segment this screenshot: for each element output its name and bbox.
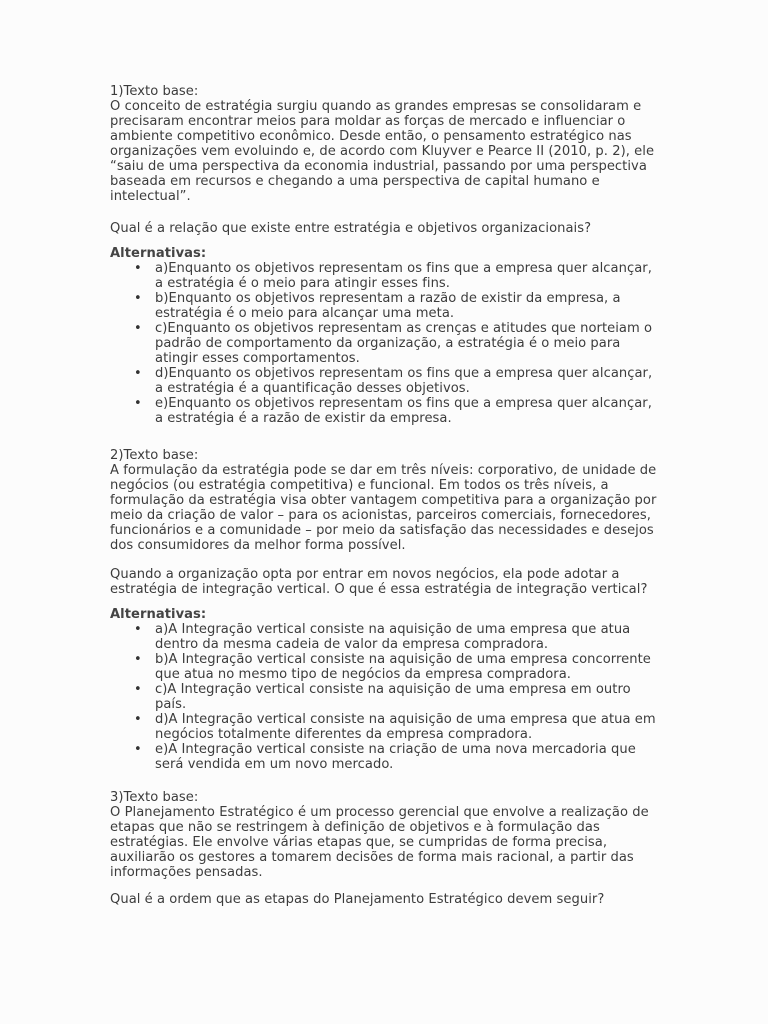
section-1-option-e: • e)Enquanto os objetivos representam os fins que a empresa quer alcançar, a estratégia é a razão de existir da empresa. xyxy=(110,396,662,426)
document-content xyxy=(110,84,662,907)
section-1-option-a: • a)Enquanto os objetivos representam os fins que a empresa quer alcançar, a estratégia é o meio para atingir esses fins. xyxy=(110,261,662,291)
section-1-option-d: • d)Enquanto os objetivos representam os fins que a empresa quer alcançar, a estratégia é a quantificação desses objetivos. xyxy=(110,366,662,396)
section-1-options-list xyxy=(110,261,662,426)
section-1-option-b: • b)Enquanto os objetivos representam a razão de existir da empresa, a estratégia é o meio para alcançar uma meta. xyxy=(110,291,662,321)
section-2-option-b: • b)A Integração vertical consiste na aquisição de uma empresa concorrente que atua no mesmo tipo de negócios da empresa compradora. xyxy=(110,652,662,682)
section-2-option-a: • a)A Integração vertical consiste na aquisição de uma empresa que atua dentro da mesma cadeia de valor da empresa compradora. xyxy=(110,622,662,652)
section-3-question: Qual é a ordem que as etapas do Planejamento Estratégico devem seguir? xyxy=(110,892,605,907)
section-1-question: Qual é a relação que existe entre estratégia e objetivos organizacionais? xyxy=(110,221,592,236)
section-2-base-text: A formulação da estratégia pode se dar em três níveis: corporativo, de unidade de negócios (ou estratégia competitiva) e funcional. Em todos os três níveis, a formulação da estratégia visa obter vantagem competitiva para a organização por meio da criação de valor – para os acionistas, parceiros comerciais, fornecedores, funcionários e a comunidade – por meio da satisfação das necessidades e desejos dos consumidores da melhor forma possível. xyxy=(110,463,657,553)
section-2-option-d: • d)A Integração vertical consiste na aquisição de uma empresa que atua em negócios totalmente diferentes da empresa compradora. xyxy=(110,712,662,742)
section-3-base-text: O Planejamento Estratégico é um processo gerencial que envolve a realização de etapas que não se restringem à definição de objetivos e à formulação das estratégias. Ele envolve várias etapas que, se cumpridas de forma precisa, auxiliarão os gestores a tomarem decisões de forma mais racional, a partir das informações pensadas. xyxy=(110,805,649,880)
section-2-alternatives-title: Alternativas: xyxy=(110,607,207,622)
section-2-option-c: • c)A Integração vertical consiste na aquisição de uma empresa em outro país. xyxy=(110,682,662,712)
section-2-option-e: • e)A Integração vertical consiste na criação de uma nova mercadoria que será vendida em um novo mercado. xyxy=(110,742,662,772)
section-1-base-text: O conceito de estratégia surgiu quando as grandes empresas se consolidaram e precisaram encontrar meios para moldar as forças de mercado e influenciar o ambiente competitivo econômico. Desde então, o pensamento estratégico nas organizações vem evoluindo e, de acordo com Kluyver e Pearce II (2010, p. 2), ele “saiu de uma perspectiva da economia industrial, passando por uma perspectiva baseada em recursos e chegando a uma perspectiva de capital humano e intelectual”. xyxy=(110,99,655,204)
section-2-heading: 2)Texto base: xyxy=(110,448,199,463)
section-2-question: Quando a organização opta por entrar em novos negócios, ela pode adotar a estratégia de integração vertical. O que é essa estratégia de integração vertical? xyxy=(110,567,648,597)
section-1-alternatives-title: Alternativas: xyxy=(110,246,207,261)
section-1-heading: 1)Texto base: xyxy=(110,84,199,99)
section-3-heading: 3)Texto base: xyxy=(110,790,199,805)
section-2-options-list xyxy=(110,622,662,772)
section-1-option-c: • c)Enquanto os objetivos representam as crenças e atitudes que norteiam o padrão de comportamento da organização, a estratégia é o meio para atingir esses comportamentos. xyxy=(110,321,662,366)
